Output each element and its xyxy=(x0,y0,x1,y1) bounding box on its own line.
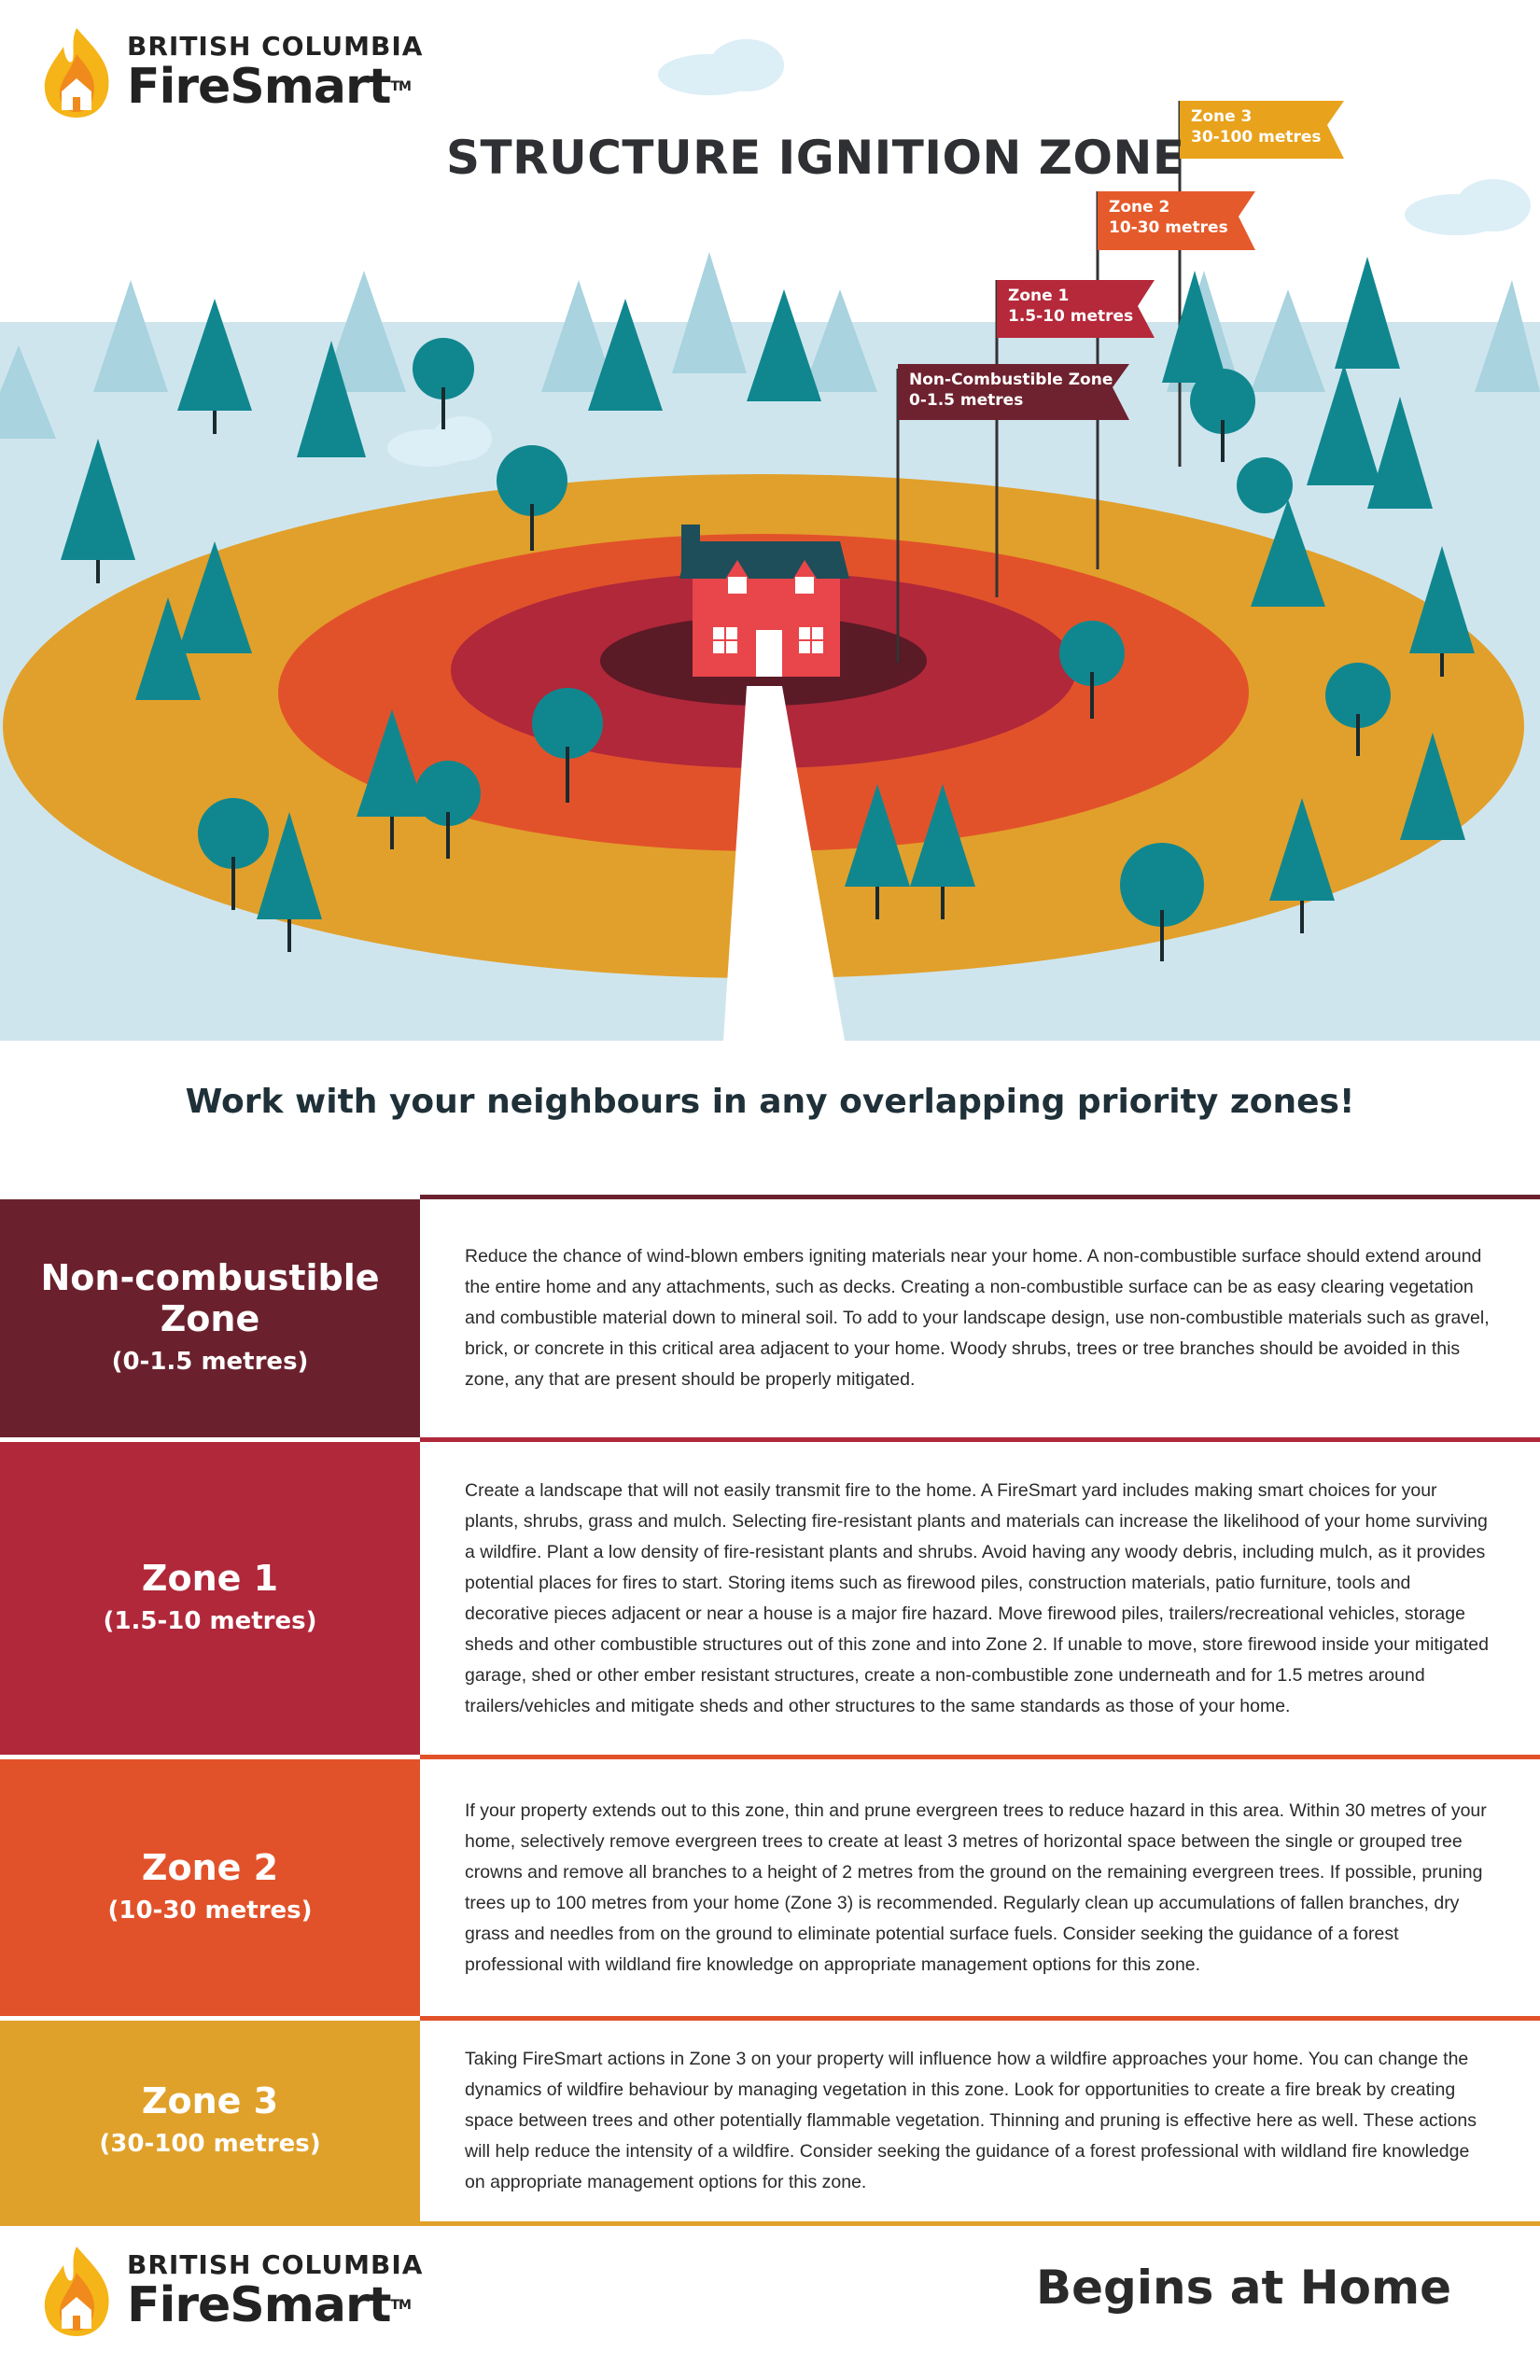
divider xyxy=(0,2221,1540,2226)
zone-description: Reduce the chance of wind-blown embers igniting materials near your home. A non-combustible surface should extend around the entire home and any attachments, such as decks. Creating a non-combustible surface can be as easy clearing vegetation and combustible material down to mineral soil. To add to your landscape design, use non-combustible materials such as gravel, brick, or concrete in this critical area adjacent to your home. Woody shrubs, trees or tree branches should be avoided in this zone, any that are present should be properly mitigated. xyxy=(465,1246,1490,1390)
zone-row-zone-1 xyxy=(0,1442,1540,1755)
zone-description: Create a landscape that will not easily transmit fire to the home. A FireSmart yard includes making smart choices for your plants, shrubs, grass and mulch. Selecting fire-resistant plants and materials can increase the likelihood of your home surviving a wildfire. Plant a low density of fire-resistant plants and shrubs. Avoid having any woody debris, including mulch, as it provides potential places for fires to start. Storing items such as firewood piles, construction materials, patio furniture, tools and decorative pieces adjacent or near a house is a major fire hazard. Move firewood piles, trailers/recreational vehicles, storage sheds and other combustible structures out of this zone and into Zone 2. If unable to move, store firewood inside your mitigated garage, shed or other ember resistant structures, create a non-combustible zone underneath and for 1.5 metres around trailers/vehicles and mitigate sheds and other structures to the same standards as those of your home. xyxy=(465,1479,1489,1716)
flag-non-combustible-zone: Non-Combustible Zone 0-1.5 metres xyxy=(909,371,1113,410)
zone-title: Zone 1 xyxy=(141,1557,279,1599)
brand-line1: BRITISH COLUMBIA xyxy=(127,2249,424,2280)
divider xyxy=(420,1755,1540,1759)
flame-logo-icon xyxy=(39,26,114,119)
zone-row-zone-2 xyxy=(0,1759,1540,2016)
zone-range: (10-30 metres) xyxy=(107,1896,313,1925)
zone-label xyxy=(0,2021,420,2221)
zone-row-non-combustible xyxy=(0,1199,1540,1437)
house-icon xyxy=(679,525,849,677)
zone-label xyxy=(0,1759,420,2016)
divider xyxy=(420,2016,1540,2021)
divider xyxy=(420,1437,1540,1442)
zone-title: Non-combustible Zone xyxy=(40,1256,380,1339)
brand-name: FireSmart™ xyxy=(127,2277,411,2333)
flag-zone-1: Zone 1 1.5-10 metres xyxy=(1008,287,1134,326)
tagline: Begins at Home xyxy=(1036,2261,1451,2315)
zone-title: Zone 2 xyxy=(141,1846,279,1888)
flag-zone-3: Zone 3 30-100 metres xyxy=(1191,107,1322,147)
zone-range: (0-1.5 metres) xyxy=(111,1347,309,1376)
neighbours-message: Work with your neighbours in any overlapping priority zones! xyxy=(185,1083,1355,1121)
divider xyxy=(420,1195,1540,1199)
firesmart-logo-bottom xyxy=(39,2245,423,2338)
zone-label xyxy=(0,1442,420,1755)
brand-name: FireSmart™ xyxy=(127,59,411,115)
brand-line1: BRITISH COLUMBIA xyxy=(127,31,424,62)
flame-logo-icon xyxy=(39,2245,114,2338)
page-title: STRUCTURE IGNITION ZONE xyxy=(446,131,1185,185)
zone-label xyxy=(0,1199,420,1437)
flag-zone-2: Zone 2 10-30 metres xyxy=(1109,198,1228,237)
firesmart-logo-top xyxy=(39,26,423,119)
zone-range: (1.5-10 metres) xyxy=(103,1606,317,1635)
zone-description: If your property extends out to this zone, thin and prune evergreen trees to reduce hazard in this area. Within 30 metres of your home, selectively remove evergreen trees to create at least 3 metres of horizontal space between the single or grouped tree crowns and remove all branches to a height of 2 metres from the ground on the remaining evergreen trees. If possible, pruning trees up to 100 metres from your home (Zone 3) is recommended. Regularly clean up accumulations of fallen branches, dry grass and needles from on the ground to eliminate potential surface fuels. Consider seeking the guidance of a forest professional with wildland fire knowledge on appropriate management options for this zone. xyxy=(465,1799,1487,1975)
zone-title: Zone 3 xyxy=(141,2079,279,2121)
zone-row-zone-3 xyxy=(0,2021,1540,2221)
zone-description: Taking FireSmart actions in Zone 3 on your property will influence how a wildfire approaches your home. You can change the dynamics of wildfire behaviour by managing vegetation in this zone. Look for opportunities to create a fire break by creating space between trees and other potentially flammable vegetation. Thinning and pruning is effective here as well. These actions will help reduce the intensity of a wildfire. Consider seeking the guidance of a forest professional with wildland fire knowledge on appropriate management options for this zone. xyxy=(465,2049,1477,2192)
zone-range: (30-100 metres) xyxy=(99,2129,321,2158)
